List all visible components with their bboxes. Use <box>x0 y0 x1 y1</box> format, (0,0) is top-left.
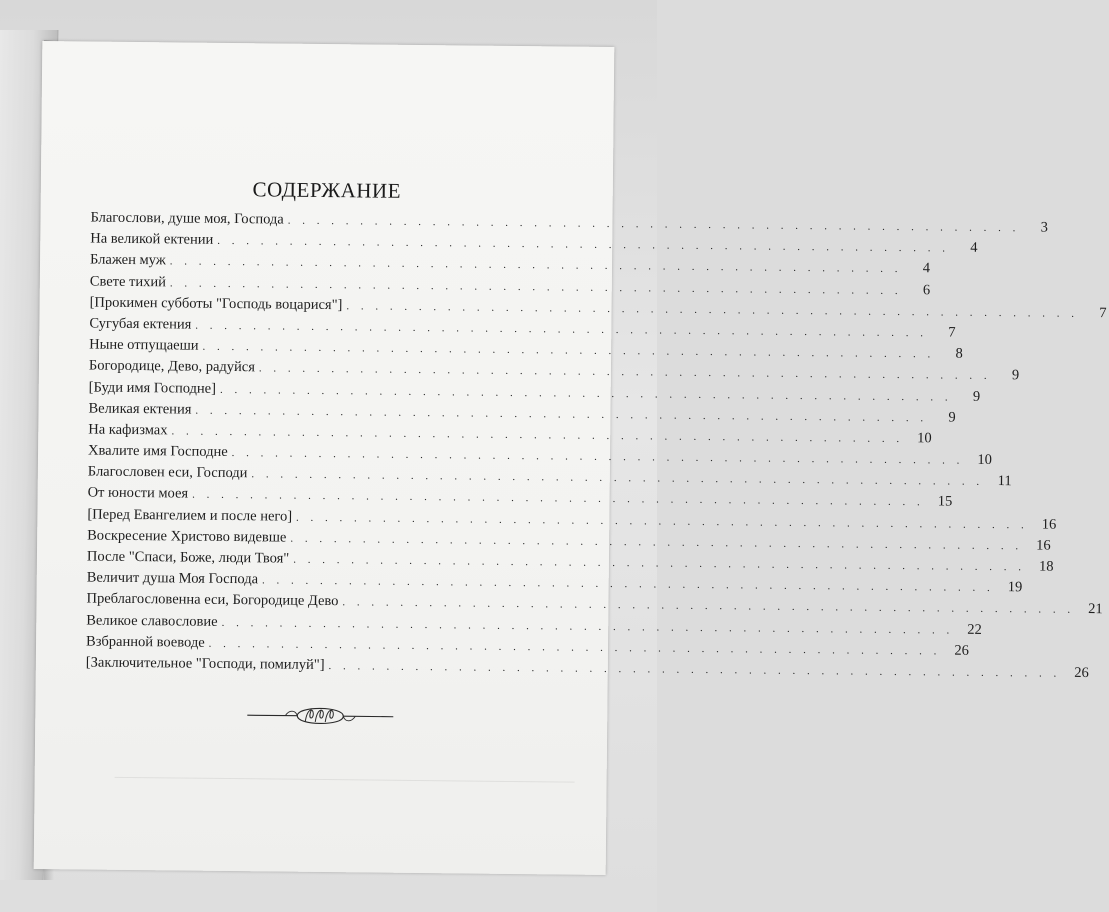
toc-entry-title: Свете тихий <box>89 273 167 290</box>
toc-page-number: 26 <box>1074 664 1089 681</box>
toc-page-number: 9 <box>1011 367 1020 384</box>
toc-page-number: 22 <box>967 621 982 638</box>
toc-page-number: 21 <box>1088 601 1103 618</box>
toc-entry-title: На кафизмах <box>88 421 168 439</box>
toc-leader-dots: . . . . . . . . . . . . . . . . . . . . . . . . . . . . . . . . . . . . . . . . . . . . . . . . . . . <box>169 276 903 297</box>
toc-leader-dots: . . . . . . . . . . . . . . . . . . . . . . . . . . . . . . . . . . . . . . . . . . . . . . . . . . . <box>195 404 928 425</box>
show-through-rule <box>115 777 575 783</box>
toc-page-number: 7 <box>948 324 956 341</box>
toc-page-number: 15 <box>937 493 953 511</box>
toc-leader-dots: . . . . . . . . . . . . . . . . . . . . . . . . . . . . . . . . . . . . . . . . . . . . . . . . . . . <box>293 553 1026 574</box>
toc-leader-dots: . . . . . . . . . . . . . . . . . . . . . . . . . . . . . . . . . . . . . . . . . . . . . . . . . . . <box>251 468 984 489</box>
toc-leader-dots: . . . . . . . . . . . . . . . . . . . . . . . . . . . . . . . . . . . . . . . . . . . . . . . . . . . <box>195 319 928 340</box>
toc-page-number: 16 <box>1041 516 1057 533</box>
toc-entry-title: Блажен муж <box>89 251 166 269</box>
toc-page-number: 7 <box>1099 304 1107 321</box>
toc-leader-dots: . . . . . . . . . . . . . . . . . . . . . . . . . . . . . . . . . . . . . . . . . . . . . . . . . . . <box>169 255 903 276</box>
toc-leader-dots: . . . . . . . . . . . . . . . . . . . . . . . . . . . . . . . . . . . . . . . . . . . . . . . . . . . <box>342 596 1075 617</box>
toc-page-number: 11 <box>997 473 1012 490</box>
toc-page-number: 10 <box>917 430 932 447</box>
toc-entry-title: От юности моея <box>87 484 189 503</box>
toc-leader-dots: . . . . . . . . . . . . . . . . . . . . . . . . . . . . . . . . . . . . . . . . . . . . . . . . . . . <box>217 235 950 255</box>
toc-entry-title: Хвалите имя Господне <box>87 442 228 461</box>
toc-entry-title: После "Спаси, Боже, люди Твоя" <box>86 548 290 567</box>
toc-entry-title: Величит душа Моя Господа <box>86 569 259 588</box>
toc-page-number: 6 <box>922 281 931 298</box>
toc-entry <box>85 654 1089 681</box>
toc-entry-title: Сугубая ектения <box>89 315 192 333</box>
toc-leader-dots: . . . . . . . . . . . . . . . . . . . . . . . . . . . . . . . . . . . . . . . . . . . . . . . . . . . <box>346 299 1079 320</box>
toc-entry-title: Взбранной воеводе <box>85 633 205 651</box>
flourish-divider-icon <box>245 699 395 731</box>
toc-leader-dots: . . . . . . . . . . . . . . . . . . . . . . . . . . . . . . . . . . . . . . . . . . . . . . . . . . . <box>328 659 1061 680</box>
toc-page-number: 8 <box>955 345 963 362</box>
table-of-contents <box>85 209 1107 681</box>
toc-page-number: 3 <box>1040 219 1049 236</box>
toc-leader-dots: . . . . . . . . . . . . . . . . . . . . . . . . . . . . . . . . . . . . . . . . . . . . . . . . . . . <box>296 511 1029 532</box>
toc-page-number: 26 <box>954 642 969 659</box>
toc-page-number: 9 <box>948 409 956 426</box>
toc-entry-title: Преблагословенна еси, Богородице Дево <box>86 590 339 610</box>
toc-leader-dots: . . . . . . . . . . . . . . . . . . . . . . . . . . . . . . . . . . . . . . . . . . . . . . . . . . . <box>231 447 964 467</box>
toc-entry-title: Великая ектения <box>88 400 192 418</box>
toc-leader-dots: . . . . . . . . . . . . . . . . . . . . . . . . . . . . . . . . . . . . . . . . . . . . . . . . . . . <box>261 574 995 595</box>
toc-page-number: 9 <box>972 388 981 405</box>
toc-leader-dots: . . . . . . . . . . . . . . . . . . . . . . . . . . . . . . . . . . . . . . . . . . . . . . . . . . . <box>219 383 953 404</box>
toc-entry-title: [Буди имя Господне] <box>88 379 217 397</box>
toc-leader-dots: . . . . . . . . . . . . . . . . . . . . . . . . . . . . . . . . . . . . . . . . . . . . . . . . . . . <box>202 340 935 361</box>
toc-entry-title: [Прокимен субботы "Господь воцарися"] <box>89 294 343 313</box>
toc-entry-title: Богородице, Дево, радуйся <box>88 357 256 376</box>
toc-page-number: 18 <box>1038 558 1054 575</box>
page-title: СОДЕРЖАНИЕ <box>252 177 402 203</box>
toc-leader-dots: . . . . . . . . . . . . . . . . . . . . . . . . . . . . . . . . . . . . . . . . . . . . . . . . . . . <box>258 362 992 383</box>
toc-page-number: 19 <box>1007 579 1023 596</box>
toc-page-number: 4 <box>922 260 931 277</box>
toc-page-number: 10 <box>977 451 992 469</box>
toc-leader-dots: . . . . . . . . . . . . . . . . . . . . . . . . . . . . . . . . . . . . . . . . . . . . . . . . . . . <box>290 532 1023 553</box>
toc-entry-title: Ныне отпущаеши <box>89 336 199 354</box>
toc-entry-title: Благословен еси, Господи <box>87 463 248 482</box>
toc-entry-title: [Заключительное "Господи, помилуй"] <box>85 654 325 673</box>
toc-leader-dots: . . . . . . . . . . . . . . . . . . . . . . . . . . . . . . . . . . . . . . . . . . . . . . . . . . . <box>171 425 904 445</box>
toc-entry-title: На великой ектении <box>90 230 214 249</box>
toc-entry-title: Воскресение Христово видевше <box>87 527 287 546</box>
toc-leader-dots: . . . . . . . . . . . . . . . . . . . . . . . . . . . . . . . . . . . . . . . . . . . . . . . . . . . <box>208 637 941 658</box>
contents-page <box>34 41 1107 875</box>
toc-leader-dots: . . . . . . . . . . . . . . . . . . . . . . . . . . . . . . . . . . . . . . . . . . . . . . . . . . . <box>287 214 1021 235</box>
toc-leader-dots: . . . . . . . . . . . . . . . . . . . . . . . . . . . . . . . . . . . . . . . . . . . . . . . . . . . <box>192 489 925 509</box>
toc-entry-title: Великое славословие <box>86 612 218 630</box>
toc-leader-dots: . . . . . . . . . . . . . . . . . . . . . . . . . . . . . . . . . . . . . . . . . . . . . . . . . . . <box>221 616 954 637</box>
toc-page-number: 4 <box>970 239 978 257</box>
toc-entry-title: Благослови, душе моя, Господа <box>90 209 284 228</box>
toc-page-number: 16 <box>1036 537 1051 554</box>
toc-entry-title: [Перед Евангелием и после него] <box>87 506 293 525</box>
